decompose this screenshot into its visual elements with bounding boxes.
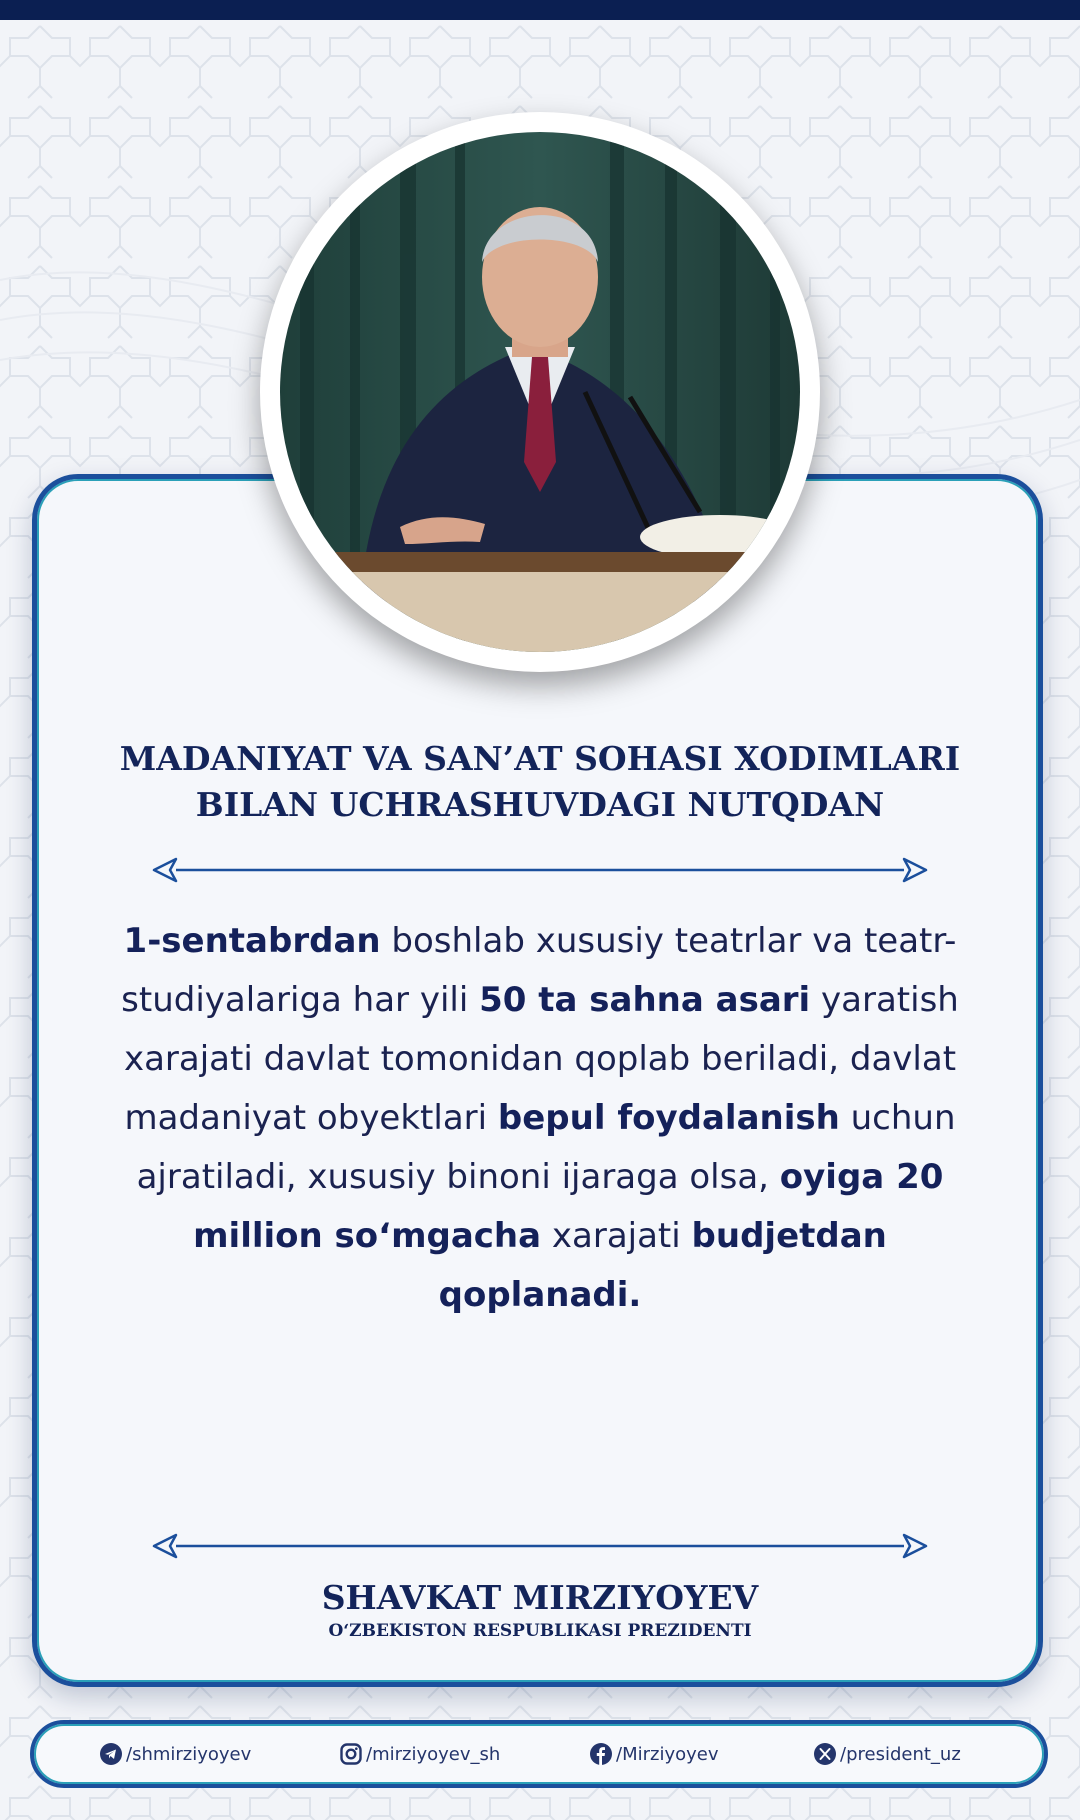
quote-segment: 1-sentabrdan — [123, 921, 381, 961]
telegram-icon — [100, 1743, 122, 1765]
divider-top — [150, 854, 930, 886]
social-bar — [30, 1720, 1048, 1788]
social-link-facebook[interactable] — [590, 1724, 719, 1784]
quote-segment: yaratish xarajati davlat tomonidan qoplab beriladi, davlat madaniyat obyektlari — [123, 980, 959, 1138]
social-handle: /Mirziyoyev — [616, 1743, 719, 1765]
social-handle: /mirziyoyev_sh — [366, 1743, 501, 1765]
facebook-icon — [590, 1743, 612, 1765]
divider-bottom — [150, 1530, 930, 1562]
quote-segment: xarajati — [541, 1216, 692, 1256]
author-name: SHAVKAT MIRZIYOYEV — [321, 1578, 759, 1617]
quote-segment: bepul foydalanish — [497, 1098, 840, 1138]
instagram-icon — [340, 1743, 362, 1765]
quote-segment: oyiga 20 million so‘mgacha — [193, 1157, 944, 1256]
author-role: O‘ZBEKISTON RESPUBLIKASI PREZIDENTI — [328, 1621, 752, 1641]
social-handle: /president_uz — [840, 1743, 961, 1765]
quote-segment: boshlab xususiy teatrlar va teatr-studiyalariga har yili — [121, 921, 957, 1020]
speech-title — [80, 736, 1000, 828]
social-link-telegram[interactable] — [100, 1724, 251, 1784]
quote-segment: budjetdan qoplanadi. — [438, 1216, 887, 1315]
social-link-instagram[interactable] — [340, 1724, 500, 1784]
title-line-1: MADANIYAT VA SAN’AT SOHASI XODIMLARI — [119, 739, 961, 778]
x-icon — [814, 1743, 836, 1765]
quote-text — [120, 912, 960, 1325]
social-link-x[interactable] — [814, 1724, 961, 1784]
portrait-frame — [260, 112, 820, 672]
social-handle: /shmirziyoyev — [126, 1743, 252, 1765]
president-portrait — [280, 132, 800, 652]
quote-segment: uchun ajratiladi, xususiy binoni ijaraga olsa, — [136, 1098, 956, 1197]
quote-segment: 50 ta sahna asari — [479, 980, 811, 1020]
top-bar — [0, 0, 1080, 20]
title-line-2: BILAN UCHRASHUVDAGI NUTQDAN — [195, 785, 885, 824]
